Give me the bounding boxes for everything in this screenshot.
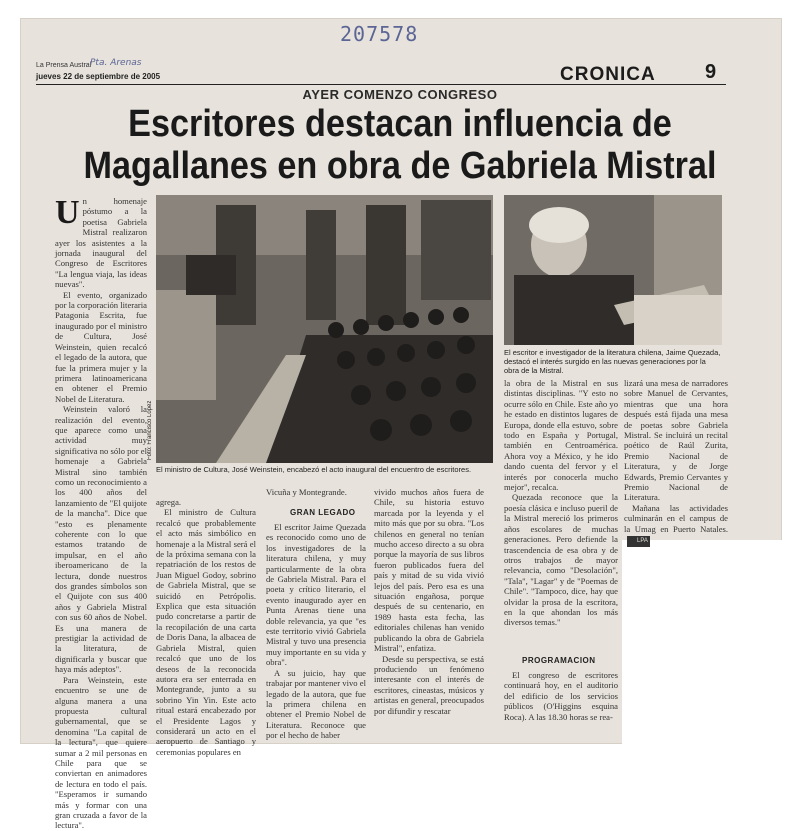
newspaper-name: La Prensa Austral (36, 62, 92, 69)
subhead-programacion: PROGRAMACION (522, 656, 596, 665)
headline: Escritores destacan influencia de Magallanes en obra de Gabriela Mistral (83, 103, 717, 187)
ceremony-image (156, 195, 493, 463)
col4-paragraph: vivido muchos años fuera de Chile, su historia estuvo marcada por la leyenda y el mito más que por su obra. "Los chilenos en general no tenían mucho acceso directo a su obra porque la mayoría de sus libros fueron publicados fuera del país y mitad de su vida vivió lejos del país. Pero esa es una situación engañosa, porque después de su centenario, en 1989 hasta esta fecha, las editoriales chilenas han venido publicando la obra de Gabriela Mistral", enfatiza. (374, 487, 484, 654)
author-badge: LPA (627, 536, 650, 546)
subhead-gran-legado: GRAN LEGADO (290, 508, 356, 517)
caption-photo2: El escritor e investigador de la literatura chilena, Jaime Quezada, destacó el interés surgido en las nuevas generaciones por la obra de la Mistral. (504, 348, 721, 375)
col5-paragraph: Quezada reconoce que la poesía clásica e incluso pueril de la Mistral mereció los primeros años escolares de muchas generaciones. Pero defiende la trascendencia de esa obra y de otros trabajos de mayor relevancia, como "Desolación", "Tala", "Lagar" y de "Poemas de Chile". "Tampoco, dice, hay que olvidar la prosa de la escritora, en la que ahondan los más diversos temas." (504, 492, 618, 628)
archive-number: 207578 (340, 22, 419, 46)
publication-date: jueves 22 de septiembre de 2005 (36, 72, 161, 81)
col3-lead-text: Vicuña y Montegrande. (266, 487, 347, 497)
page-number: 9 (705, 61, 717, 83)
col5-paragraph: la obra de la Mistral en sus distintas disciplinas. "Y esto no ocurre sólo en Chile. Este año yo he estado en distintos lugares de Europa, donde ella estuvo, sobre todo en España y Portugal, también en Centroamérica. Ahora voy a México, y he ido dando cuenta del fervor y el interés por conocerla mucho mejor", recalca. (504, 378, 618, 493)
article-column-5 (504, 378, 618, 650)
kicker: AYER COMENZO CONGRESO (302, 87, 498, 102)
handwritten-source: Pta. Arenas (90, 58, 142, 68)
col1-paragraph: El evento, organizado por la corporación literaria Patagonia Escrita, fue inaugurado por el ministro de Cultura, José Weinstein, quien recalcó el legado de la autora, que fue la primera mujer y la primera latinoamericana en obtener el Premio Nobel de Literatura. (55, 289, 147, 404)
section-title: CRONICA (560, 64, 656, 85)
col1-paragraph: n homenaje póstumo a la poetisa Gabriela Mistral realizaron ayer los asistentes a la jornada inaugural del Congreso de Escritores "La lengua viaja, las ideas nuevas". (55, 196, 147, 290)
article-column-5b (504, 670, 618, 741)
portrait-image (504, 195, 722, 345)
col2-paragraph: agrega. (156, 497, 182, 507)
caption-photo1: El ministro de Cultura, José Weinstein, encabezó el acto inaugural del encuentro de escritores. (156, 465, 472, 474)
col3-paragraph: A su juicio, hay que trabajar por mantener vivo el legado de la autora, que fue la primera chilena en obtener el Premio Nobel de Literatura. Reconoce que por el hecho de haber (266, 667, 366, 741)
col3-paragraph: El escritor Jaime Quezada es reconocido como uno de los investigadores de la literatura chilena, y muy particularmente de la obra de Gabriela Mistral. Para el poeta y crítico literario, el evento inaugurado ayer en Punta Arenas tiene una doble relevancia, ya que "es este territorio vivió Gabriela Mistral y tuvo una presencia muy importante en su vida y obra". (266, 522, 366, 668)
photo-portrait (504, 195, 722, 345)
photo-ceremony (156, 195, 493, 463)
col1-paragraph: Weinstein valoró la realización del evento, que aparece como una actividad muy significativa no sólo por el homenaje a Gabriela Mistral sino también como un reconocimiento a los 400 años del lanzamiento de "El quijote de la mancha". Dice que "esto es plenamente coherente con lo que estamos tratando de impulsar, en el año iberoamericano de la lectura, donde nuestros dos grandes símbolos son el Quijote con sus 400 años y Gabriela Mistral con sus 60 años de Nobel. Es una manera de prestigiar la actividad de la literatura, de dignificarla y buscar que haya más adeptos". (55, 404, 147, 675)
clipping-cutout (622, 540, 800, 761)
col6-paragraph: Mañana las actividades culminarán en el campus de la Umag en Puerto Natales. (624, 502, 728, 534)
article-column-3 (266, 522, 366, 741)
col5b-paragraph: El congreso de escritores continuará hoy, en el auditorio del edificio de los servicios públicos (O'Higgins esquina Roca). A las 18.30 horas se rea- (504, 670, 618, 722)
col4-paragraph: Desde su perspectiva, se está produciendo un fenómeno interesante con el interés de escritores, cineastas, músicos y artistas en general, preocupados por difundir y rescatar (374, 653, 484, 716)
col1-paragraph: Para Weinstein, este encuentro se une de alguna manera a una propuesta cultural gubernamental, que se denomina "La capital de la lectura", que quiere sumar a 2 mil personas en Chile para que se conviertan en animadores de lectura en todo el país. "Esperamos ir sumando más y formar con una gran cruzada a favor de la lectura". (55, 674, 147, 831)
article-column-2 (156, 497, 256, 757)
article-column-4 (374, 487, 484, 741)
article-column-6 (624, 378, 728, 545)
drop-cap: U (55, 194, 80, 231)
col2-paragraph: El ministro de Cultura recalcó que probablemente el acto más simbólico en homenaje a la Mistral será el de la próxima semana con la repatriación de los restos de Juan Miguel Godoy, sobrino de Gabriela Mistral, que se suicidó en Petrópolis. Explica que esta situación pudo concretarse a partir de la recopilación de una carta de Doris Dana, la albacea de Gabriela Mistral, quien recalcó que uno de los deseos de la reconocida autora era ser enterrada en Montegrande, junto a su sobrino Yin Yin. Este acto ritual estará encabezado por el Presidente Lagos y considerará un acto en el aeropuerto de Santiago y ceremonias populares en (156, 507, 256, 757)
article-column-1 (55, 194, 147, 831)
photo-credit: Foto: Francisco Lopez (147, 400, 153, 460)
col3-lead (266, 487, 366, 507)
col6-paragraph: lizará una mesa de narradores sobre Manuel de Cervantes, mientras que una hora después está fijada una mesa de poetas sobre Gabriela Mistral. Se incluirá un recital poético de Raúl Zurita, Premio Nacional de Literatura, y de Jorge Edwards, Premio Cervantes y Premio Nacional de Literatura. (624, 378, 728, 503)
